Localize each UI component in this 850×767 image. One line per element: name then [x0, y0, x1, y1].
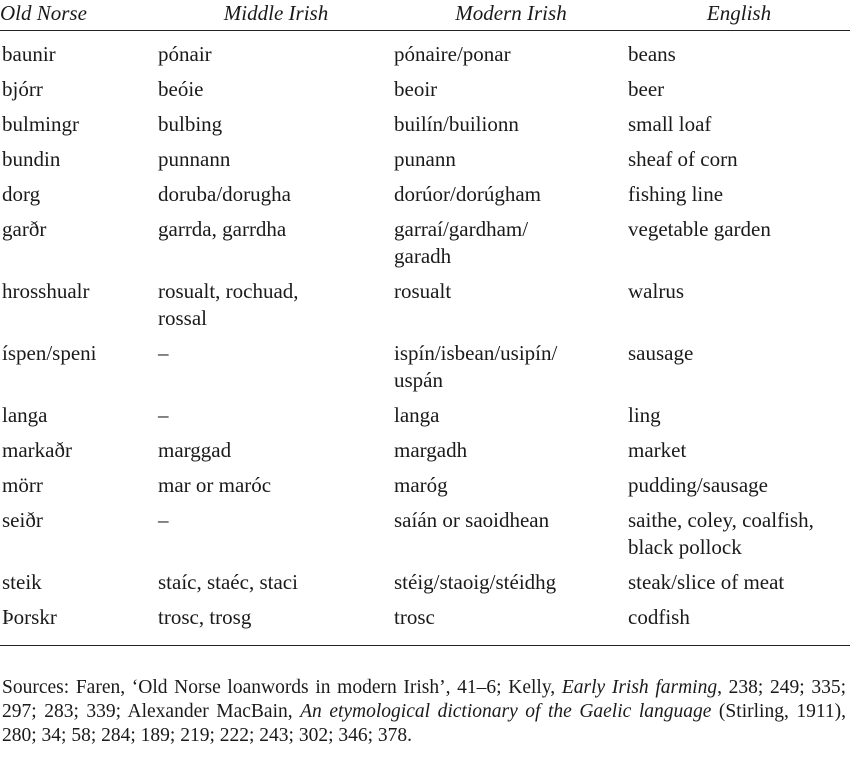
old-norse-cell: bundin	[2, 147, 61, 171]
modern-irish-cell: trosc	[394, 605, 435, 629]
english-cell: ling	[628, 403, 661, 427]
modern-irish-cell: pónaire/ponar	[394, 42, 511, 66]
sources-mid: , 238; 249; 335; 297; 283; 339; Alexander MacBain,	[2, 676, 846, 722]
modern-irish-cell: dorúor/dorúgham	[394, 182, 541, 206]
modern-irish-cell: builín/builionn	[394, 112, 519, 136]
middle-irish-cell: –	[158, 508, 169, 532]
table-row	[0, 274, 850, 336]
old-norse-cell: hrosshualr	[2, 279, 90, 303]
middle-irish-cell: pónair	[158, 42, 212, 66]
modern-irish-cell: langa	[394, 403, 440, 427]
modern-irish-cell: beoir	[394, 77, 438, 101]
old-norse-cell: íspen/speni	[2, 341, 97, 365]
middle-irish-cell: marggad	[158, 438, 232, 462]
english-cell: walrus	[628, 279, 684, 303]
table-row	[0, 212, 850, 274]
table-row	[0, 336, 850, 398]
middle-irish-cell: mar or maróc	[158, 473, 272, 497]
english-cell: market	[628, 438, 687, 462]
old-norse-cell: markaðr	[2, 438, 72, 462]
sources-title-1: Early Irish farming	[561, 676, 718, 698]
old-norse-cell: baunir	[2, 42, 56, 66]
sources-title-2: An etymological dictionary of the Gaelic language	[300, 700, 712, 722]
table-row	[0, 142, 850, 177]
modern-irish-cell: stéig/staoig/stéidhg	[394, 570, 557, 594]
header-middle-irish: Middle Irish	[158, 0, 394, 31]
old-norse-cell: dorg	[2, 182, 41, 206]
table-row	[0, 31, 850, 73]
english-cell: steak/slice of meat	[628, 570, 785, 594]
middle-irish-cell: doruba/dorugha	[158, 182, 291, 206]
old-norse-cell: langa	[2, 403, 48, 427]
table-row	[0, 72, 850, 107]
table-bottom-rule	[0, 645, 850, 646]
modern-irish-cell: maróg	[394, 473, 448, 497]
english-cell: sausage	[628, 341, 694, 365]
middle-irish-cell: trosc, trosg	[158, 605, 252, 629]
middle-irish-cell: punnann	[158, 147, 231, 171]
english-cell: beans	[628, 42, 676, 66]
table-row	[0, 503, 850, 565]
english-cell: pudding/sausage	[628, 473, 768, 497]
modern-irish-cell: saíán or saoidhean	[394, 508, 550, 532]
old-norse-cell: steik	[2, 570, 42, 594]
table-body	[0, 31, 850, 646]
old-norse-cell: garðr	[2, 217, 47, 241]
english-cell: vegetable garden	[628, 217, 771, 241]
middle-irish-cell: bulbing	[158, 112, 223, 136]
english-cell: small loaf	[628, 112, 712, 136]
middle-irish-cell: staíc, staéc, staci	[158, 570, 298, 594]
header-row	[0, 0, 850, 31]
modern-irish-cell: punann	[394, 147, 456, 171]
table-row	[0, 600, 850, 645]
old-norse-cell: seiðr	[2, 508, 43, 532]
table-row	[0, 398, 850, 433]
middle-irish-cell: garrda, garrdha	[158, 217, 287, 241]
header-modern-irish: Modern Irish	[394, 0, 628, 31]
table-row	[0, 565, 850, 600]
table-row	[0, 107, 850, 142]
middle-irish-cell: rosualt, rochuad, rossal	[158, 279, 299, 330]
english-cell: codfish	[628, 605, 690, 629]
english-cell: saithe, coley, coalfish, black pollock	[628, 508, 814, 559]
modern-irish-cell: rosualt	[394, 279, 452, 303]
table-row	[0, 177, 850, 212]
english-cell: sheaf of corn	[628, 147, 738, 171]
middle-irish-cell: –	[158, 341, 169, 365]
table-row	[0, 468, 850, 503]
modern-irish-cell: garraí/gardham/ garadh	[394, 217, 529, 268]
table-header	[0, 0, 850, 31]
middle-irish-cell: beóie	[158, 77, 204, 101]
modern-irish-cell: margadh	[394, 438, 468, 462]
sources-suffix: (Stirling, 1911), 280; 34; 58; 284; 189; 219; 222; 243; 302; 346; 378.	[2, 700, 846, 746]
header-english: English	[628, 0, 850, 31]
header-old-norse: Old Norse	[0, 0, 158, 31]
modern-irish-cell: ispín/isbean/usipín/ uspán	[394, 341, 558, 392]
middle-irish-cell: –	[158, 403, 169, 427]
table-row	[0, 433, 850, 468]
sources-note	[0, 666, 850, 748]
old-norse-cell: bulmingr	[2, 112, 79, 136]
sources-prefix: Sources: Faren, ‘Old Norse loanwords in modern Irish’, 41–6; Kelly,	[2, 676, 562, 698]
old-norse-cell: bjórr	[2, 77, 43, 101]
english-cell: beer	[628, 77, 665, 101]
old-norse-cell: mörr	[2, 473, 43, 497]
english-cell: fishing line	[628, 182, 724, 206]
old-norse-cell: Þorskr	[2, 605, 57, 629]
